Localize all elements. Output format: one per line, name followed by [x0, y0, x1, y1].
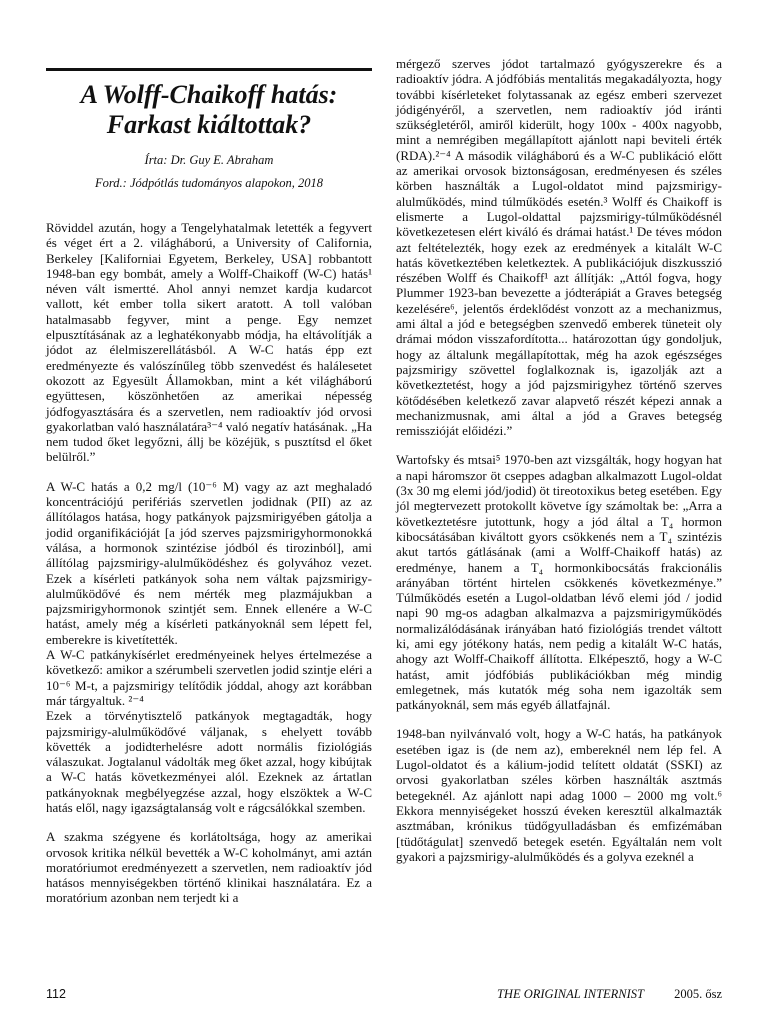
page-number: 112	[46, 987, 66, 1001]
left-column	[46, 220, 372, 906]
title-line-2: Farkast kiáltottak?	[106, 110, 312, 139]
journal-name: THE ORIGINAL INTERNIST	[496, 987, 644, 1001]
issue-label: 2005. ősz	[674, 987, 722, 1001]
page-footer	[46, 985, 722, 1003]
paragraph: A W-C patkánykísérlet eredményeinek helyes értelmezése a következő: amikor a szérumbeli szervetlen jodid szintje eléri a 10⁻⁶ M-t, a pajzsmirigy telítődik jóddal, ahogy azt korábban már tárgyaltuk. ²⁻⁴	[46, 647, 372, 708]
translator-line: Ford.: Jódpótlás tudományos alapokon, 2018	[95, 176, 323, 190]
article-title	[46, 80, 372, 140]
paragraph: 1948-ban nyilvánvaló volt, hogy a W-C hatás, ha patkányok esetében igaz is (de nem az), embereknél nem lép fel. A Lugol-oldatot és a kálium-jodid telített oldatát (SSKI) az orvosi gyakorlatban széles körben használták asztmás betegeknél. Az ajánlott napi adag 1000 – 2000 mg volt.⁶ Ekkora mennyiségeket hosszú éveken keresztül alkalmazták asztmában, krónikus tüdőgyulladásban és emfizémában [tüdőtágulat] szenvedő betegek esetén. Egyáltalán nem volt gyakori a pajzsmirigy-alulműködés és a golyva ezeknél a	[396, 726, 722, 864]
paragraph: Ezek a törvénytisztelő patkányok megtagadták, hogy pajzsmirigy-alulműködővé váljanak, s ehelyett tovább követték a jodidterhelésre adott normális fiziológiás válaszukat. Jogtalanul vádolták meg őket azzal, hogy kibújtak a W-C hatás következményei alól. Ezeknek az ártatlan patkányoknak megbélyegzése azzal, hogy elszöktek a W-C hatás elől, nagy igazságtalanság volt e rágcsálókkal szemben.	[46, 708, 372, 815]
paragraph: Wartofsky és mtsai⁵ 1970-ben azt vizsgálták, hogy hogyan hat a napi háromszor öt cseppes adagban alkalmazott Lugol-oldat (3x 30 mg elemi jód/jodid) öt tireotoxikus beteg esetében. Egy jól megtervezett protokollt követve így számoltak be: „Arra a következtetésre jutottunk, hogy a jód által a T₄ hormon kibocsátásában kiváltott gyors csökkenés nem a T₄ szintézis akut tartós gátlásának (ami a Wolff-Chaikoff hatás) az eredménye, hanem a T₄ hormonkibocsátás frakcionális arányában történt hirtelen csökkenés következménye.” Túlműködés esetén a Lugol-oldatban lévő elemi jód / jodid napi 90 mg-os adagban alkalmazva a pajzsmirigyműködés normalizálódásának irányában ható fiziológiás trendet váltott ki, ami egy jótékony hatás, nem pedig a kitalált W-C hatás, ahogy azt Wolff-Chaikoff állította. Elképesztő, hogy a W-C hatást, amit jódfóbiás publikációkban még mindig emlegetnek, más kutatók még soha nem igazolták sem patkányoknál, sem más egyéb állatfajnál.	[396, 452, 722, 713]
author-line: Írta: Dr. Guy E. Abraham	[144, 153, 274, 167]
paragraph: A szakma szégyene és korlátoltsága, hogy az amerikai orvosok kritika nélkül bevették a W-C koholmányt, ami aztán moratóriumot eredményezett a szervetlen, nem radioaktív jód hatásos mennyiségekben történő klinikai használatára. Ez a moratórium azonban nem terjedt ki a	[46, 829, 372, 906]
title-line-1: A Wolff-Chaikoff hatás:	[80, 80, 338, 109]
title-rule	[46, 68, 372, 71]
paragraph: Röviddel azután, hogy a Tengelyhatalmak letették a fegyvert és véget ért a 2. világháború, a University of California, Berkeley [Kaliforniai Egyetem, Berkeley, USA] robbantott 1948-ban egy bombát, amely a Wolff-Chaikoff (W-C) hatás¹ néven vált ismertté. Ahol annyi nemzet kardja kudarcot vallott, két ember tolla sikert aratott. A toll valóban hatalmasabb fegyver, mint a penge. Egy nemzet elpusztításának az a leghatékonyabb módja, ha eltávolítják a jódot az élelmiszerellátásból. A W-C hatás épp ezt eredményezte és valószínűleg több szenvedést és halálesetet okozott az Egyesült Államokban, mint a két világháború együttesen, köszönhetően az amerikai népesség jódfogyasztására és a szervetlen, nem radioaktív jód orvosi gyakorlatban való használatára³⁻⁴ való negatív hatásának. „Ha nem tudod őket legyőzni, állj be közéjük, s pusztítsd el őket belülről.”	[46, 220, 372, 465]
paragraph: mérgező szerves jódot tartalmazó gyógyszerekre és a radioaktív jódra. A jódfóbiás mentalitás megakadályozta, hogy további kísérleteket folytassanak az egész emberi szervezet jódigényéről, a szervetlen, nem radioaktív jód iránti szükségletéről, amiről kiderült, hogy 100x - 400x nagyobb, mint a nemrégiben megállapított ajánlott napi beviteli érték (RDA).²⁻⁴ A második világháború és a W-C publikáció előtt az amerikai orvosok biztonságosan, eredményesen és széles körben használták a Lugol-oldatot mind pajzsmirigy-alulműködés, mind túlműködés esetén.³ Wolff és Chaikoff is elismerte a Lugol-oldattal pajzsmirigy-túlműködésnél következetesen elért kiváló és drámai hatást.¹ De téves módon azt feltételezték, hogy ezek az eredmények a kitalált W-C hatás következtében keletkeztek. A publikációjuk diszkusszió részében Wolff és Chaikoff¹ azt állítják: „Attól fogva, hogy Plummer 1923-ban bevezette a jódterápiát a Graves betegség kezelésére⁶, jelentős érdeklődést vonzott az a mechanizmus, ami által a jód e betegségben szenvedő emberek tüneteit oly drámai módon visszafordította... határozottan úgy gondoljuk, hogy az általunk megállapítottak, még ha azok egészséges pajzsmirigy szövettel foglalkoznak is, igazolják azt a következtetést, hogy a jód pajzsmirigyhez történő szerves kötődésében keletkező zavar alapvető részét képezi annak a mechanizmusnak, ami által a jód a Graves betegség remisszióját előidézi.”	[396, 56, 722, 439]
right-column	[396, 56, 722, 864]
paragraph: A W-C hatás a 0,2 mg/l (10⁻⁶ M) vagy az azt meghaladó koncentrációjú perifériás szervetlen jodidnak (PII) az az állítólagos hatása, hogy patkányok pajzsmirigyében gátolja a jodid organifikációját [a jód szerves pajzsmirigyhormonokká válása, a hormonok szintézise jódból és tirozinból], ami állítólag pajzsmirigy-alulműködéshez és golyvához vezet. Ezek a kísérleti patkányok soha nem váltak pajzsmirigy-alulműködővé és nem mérték meg plazmájukban a pajzsmirigyhormonok szintjét sem. Ennek ellenére a W-C hatást, amely még a kísérleti patkányoknál sem lépett fel, emberekre is kivetítették.	[46, 478, 372, 647]
